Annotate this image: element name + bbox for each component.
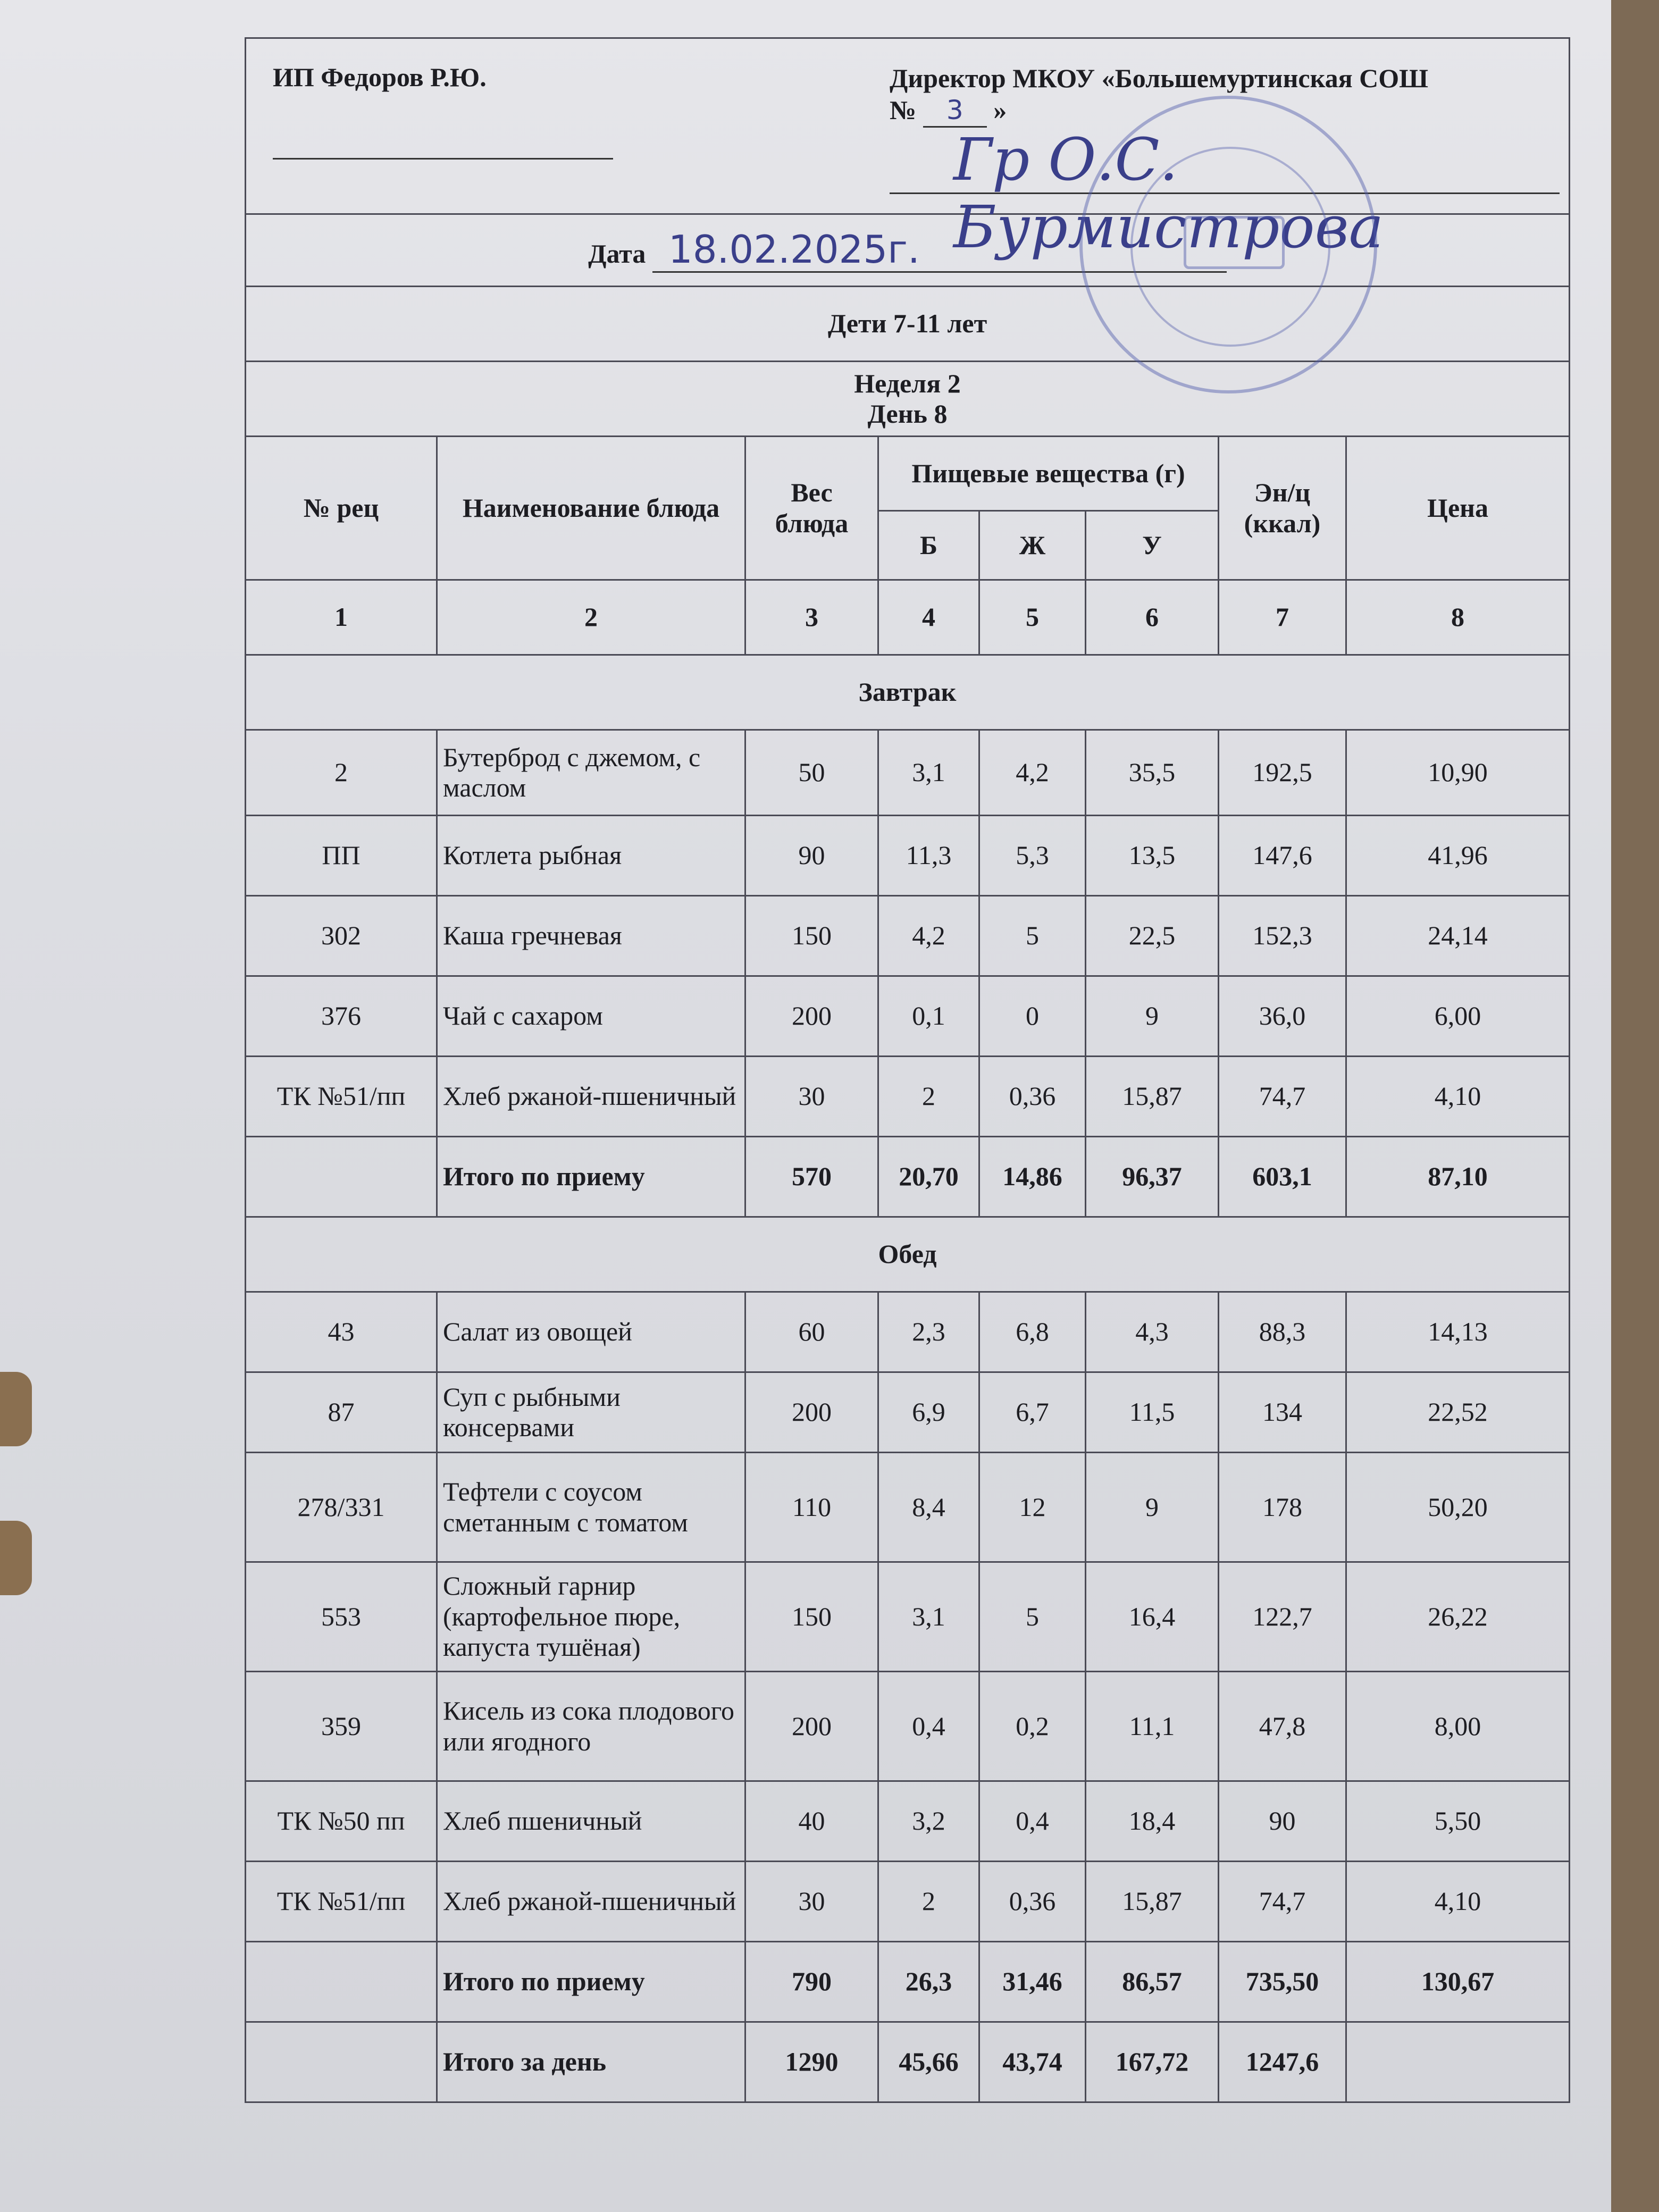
rec-no-cell: [246, 1942, 437, 2022]
price-cell: 22,52: [1346, 1372, 1570, 1453]
rec-no-cell: 2: [246, 730, 437, 816]
price-cell: 5,50: [1346, 1781, 1570, 1862]
date-value: 18.02.2025г.: [652, 228, 1227, 273]
energy-cell: 1247,6: [1219, 2022, 1346, 2102]
weight-cell: 150: [745, 896, 878, 976]
day-total: [246, 2022, 1570, 2102]
price-cell: 4,10: [1346, 1057, 1570, 1137]
rec-no-cell: 376: [246, 976, 437, 1057]
section-lunch: Обед: [246, 1217, 1570, 1292]
rec-no-cell: ПП: [246, 816, 437, 896]
carbs-cell: 15,87: [1086, 1862, 1219, 1942]
dish-name-cell: Тефтели с соусом сметанным с томатом: [437, 1453, 745, 1562]
protein-cell: 0,1: [878, 976, 979, 1057]
table-row: [246, 730, 1570, 816]
carbs-cell: 13,5: [1086, 816, 1219, 896]
col-weight: Вес блюда: [745, 437, 878, 580]
fat-cell: 0,36: [979, 1057, 1086, 1137]
protein-cell: 45,66: [878, 2022, 979, 2102]
col-dish-name: Наименование блюда: [437, 437, 745, 580]
fat-cell: 43,74: [979, 2022, 1086, 2102]
energy-cell: 735,50: [1219, 1942, 1346, 2022]
index-cell: 2: [437, 580, 745, 655]
dish-name-cell: Бутерброд с джемом, с маслом: [437, 730, 745, 816]
table-row: [246, 1672, 1570, 1781]
menu-table: [245, 37, 1570, 2103]
protein-cell: 3,1: [878, 1562, 979, 1672]
punch-hole: [0, 1521, 32, 1595]
price-cell: 41,96: [1346, 816, 1570, 896]
weight-cell: 200: [745, 1372, 878, 1453]
weight-cell: 200: [745, 1672, 878, 1781]
total-row: [246, 1137, 1570, 1217]
energy-cell: 90: [1219, 1781, 1346, 1862]
price-cell: 6,00: [1346, 976, 1570, 1057]
table-row: [246, 1862, 1570, 1942]
school-stamp: [1079, 96, 1377, 393]
energy-cell: 36,0: [1219, 976, 1346, 1057]
weight-cell: 1290: [745, 2022, 878, 2102]
total-row: [246, 2022, 1570, 2102]
lunch-total: [246, 1942, 1570, 2022]
energy-cell: 603,1: [1219, 1137, 1346, 1217]
dish-name-cell: Сложный гарнир (картофельное пюре, капуста тушёная): [437, 1562, 745, 1672]
rec-no-cell: 553: [246, 1562, 437, 1672]
carbs-cell: 11,5: [1086, 1372, 1219, 1453]
dish-name-cell: Каша гречневая: [437, 896, 745, 976]
dish-name-cell: Итого по приему: [437, 1942, 745, 2022]
column-index-row: [246, 580, 1570, 655]
energy-cell: 122,7: [1219, 1562, 1346, 1672]
fat-cell: 0,36: [979, 1862, 1086, 1942]
weight-cell: 200: [745, 976, 878, 1057]
dish-name-cell: Суп с рыбными консервами: [437, 1372, 745, 1453]
price-cell: 10,90: [1346, 730, 1570, 816]
index-cell: 1: [246, 580, 437, 655]
punch-hole: [0, 1372, 32, 1446]
dish-name-cell: Котлета рыбная: [437, 816, 745, 896]
date-label: Дата: [588, 238, 646, 269]
dish-name-cell: Хлеб ржаной-пшеничный: [437, 1057, 745, 1137]
weight-cell: 50: [745, 730, 878, 816]
energy-cell: 74,7: [1219, 1862, 1346, 1942]
index-cell: 5: [979, 580, 1086, 655]
protein-cell: 2: [878, 1057, 979, 1137]
fat-cell: 0,2: [979, 1672, 1086, 1781]
dish-name-cell: Чай с сахаром: [437, 976, 745, 1057]
price-cell: 4,10: [1346, 1862, 1570, 1942]
rec-no-cell: ТК №51/пп: [246, 1057, 437, 1137]
carbs-cell: 86,57: [1086, 1942, 1219, 2022]
fat-cell: 0,4: [979, 1781, 1086, 1862]
price-cell: 26,22: [1346, 1562, 1570, 1672]
fat-cell: 31,46: [979, 1942, 1086, 2022]
col-nutrients: Пищевые вещества (г): [878, 437, 1219, 511]
fat-cell: 12: [979, 1453, 1086, 1562]
fat-cell: 6,8: [979, 1292, 1086, 1372]
index-cell: 4: [878, 580, 979, 655]
dish-name-cell: Кисель из сока плодового или ягодного: [437, 1672, 745, 1781]
fat-cell: 14,86: [979, 1137, 1086, 1217]
col-price: Цена: [1346, 437, 1570, 580]
index-cell: 6: [1086, 580, 1219, 655]
dish-name-cell: Салат из овощей: [437, 1292, 745, 1372]
week-label: Неделя 2: [854, 368, 961, 398]
rec-no-cell: 278/331: [246, 1453, 437, 1562]
energy-cell: 47,8: [1219, 1672, 1346, 1781]
protein-cell: 2: [878, 1862, 979, 1942]
fat-cell: 5,3: [979, 816, 1086, 896]
fat-cell: 5: [979, 1562, 1086, 1672]
table-row: [246, 1372, 1570, 1453]
protein-cell: 0,4: [878, 1672, 979, 1781]
energy-cell: 178: [1219, 1453, 1346, 1562]
col-protein: Б: [878, 511, 979, 580]
protein-cell: 8,4: [878, 1453, 979, 1562]
rec-no-cell: ТК №51/пп: [246, 1862, 437, 1942]
fat-cell: 5: [979, 896, 1086, 976]
protein-cell: 6,9: [878, 1372, 979, 1453]
dish-name-cell: Хлеб ржаной-пшеничный: [437, 1862, 745, 1942]
price-cell: 14,13: [1346, 1292, 1570, 1372]
col-fat: Ж: [979, 511, 1086, 580]
carbs-cell: 15,87: [1086, 1057, 1219, 1137]
section-breakfast: Завтрак: [246, 655, 1570, 730]
rec-no-cell: [246, 2022, 437, 2102]
dish-name-cell: Итого за день: [437, 2022, 745, 2102]
lunch-rows: [246, 1292, 1570, 1942]
table-row: [246, 1781, 1570, 1862]
price-cell: 8,00: [1346, 1672, 1570, 1781]
breakfast-rows: [246, 730, 1570, 1137]
rec-no-cell: 302: [246, 896, 437, 976]
total-row: [246, 1942, 1570, 2022]
weight-cell: 30: [745, 1057, 878, 1137]
weight-cell: 90: [745, 816, 878, 896]
col-carbs: У: [1086, 511, 1219, 580]
table-row: [246, 1292, 1570, 1372]
carbs-cell: 35,5: [1086, 730, 1219, 816]
energy-cell: 152,3: [1219, 896, 1346, 976]
carbs-cell: 9: [1086, 976, 1219, 1057]
weight-cell: 570: [745, 1137, 878, 1217]
energy-cell: 74,7: [1219, 1057, 1346, 1137]
week-day: [246, 362, 1570, 437]
rec-no-cell: 359: [246, 1672, 437, 1781]
fat-cell: 4,2: [979, 730, 1086, 816]
weight-cell: 40: [745, 1781, 878, 1862]
table-row: [246, 1453, 1570, 1562]
carbs-cell: 18,4: [1086, 1781, 1219, 1862]
protein-cell: 11,3: [878, 816, 979, 896]
index-cell: 7: [1219, 580, 1346, 655]
age-group: Дети 7-11 лет: [246, 287, 1570, 362]
carbs-cell: 16,4: [1086, 1562, 1219, 1672]
school-number: 3: [923, 94, 987, 128]
energy-cell: 147,6: [1219, 816, 1346, 896]
table-row: [246, 1562, 1570, 1672]
table-row: [246, 816, 1570, 896]
weight-cell: 30: [745, 1862, 878, 1942]
weight-cell: 110: [745, 1453, 878, 1562]
col-energy: Эн/ц (ккал): [1219, 437, 1346, 580]
dish-name-cell: Итого по приему: [437, 1137, 745, 1217]
protein-cell: 3,2: [878, 1781, 979, 1862]
book-icon: [1184, 216, 1285, 269]
company-name: ИП Федоров Р.Ю.: [273, 62, 487, 92]
weight-cell: 60: [745, 1292, 878, 1372]
carbs-cell: 96,37: [1086, 1137, 1219, 1217]
protein-cell: 2,3: [878, 1292, 979, 1372]
price-cell: 130,67: [1346, 1942, 1570, 2022]
carbs-cell: 4,3: [1086, 1292, 1219, 1372]
rec-no-cell: 43: [246, 1292, 437, 1372]
rec-no-cell: ТК №50 пп: [246, 1781, 437, 1862]
weight-cell: 790: [745, 1942, 878, 2022]
dish-name-cell: Хлеб пшеничный: [437, 1781, 745, 1862]
protein-cell: 3,1: [878, 730, 979, 816]
table-row: [246, 1057, 1570, 1137]
price-cell: [1346, 2022, 1570, 2102]
day-label: День 8: [867, 399, 948, 429]
rec-no-cell: [246, 1137, 437, 1217]
col-rec-no: № рец: [246, 437, 437, 580]
director-signature: Гр О.С. Бурмистрова: [953, 125, 1384, 261]
weight-cell: 150: [745, 1562, 878, 1672]
fat-cell: 6,7: [979, 1372, 1086, 1453]
fat-cell: 0: [979, 976, 1086, 1057]
index-cell: 8: [1346, 580, 1570, 655]
energy-cell: 134: [1219, 1372, 1346, 1453]
price-cell: 24,14: [1346, 896, 1570, 976]
protein-cell: 26,3: [878, 1942, 979, 2022]
table-row: [246, 896, 1570, 976]
carbs-cell: 9: [1086, 1453, 1219, 1562]
company-signature-line: [273, 158, 613, 160]
energy-cell: 88,3: [1219, 1292, 1346, 1372]
price-cell: 87,10: [1346, 1137, 1570, 1217]
index-cell: 3: [745, 580, 878, 655]
price-cell: 50,20: [1346, 1453, 1570, 1562]
director-title: Директор МКОУ «Большемуртинская СОШ № 3 »: [890, 62, 1560, 128]
energy-cell: 192,5: [1219, 730, 1346, 816]
protein-cell: 20,70: [878, 1137, 979, 1217]
carbs-cell: 22,5: [1086, 896, 1219, 976]
table-row: [246, 976, 1570, 1057]
breakfast-total: [246, 1137, 1570, 1217]
carbs-cell: 11,1: [1086, 1672, 1219, 1781]
rec-no-cell: 87: [246, 1372, 437, 1453]
protein-cell: 4,2: [878, 896, 979, 976]
carbs-cell: 167,72: [1086, 2022, 1219, 2102]
